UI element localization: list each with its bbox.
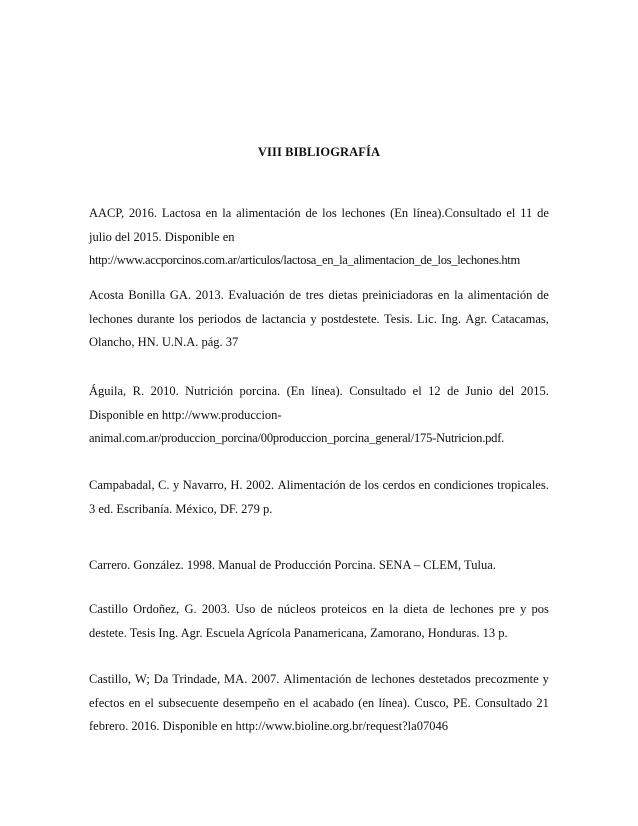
reference-line: 3 ed. Escribanía. México, DF. 279 p. xyxy=(89,501,273,516)
word: GA. xyxy=(169,288,191,302)
word: núcleos xyxy=(277,602,316,616)
word: alimentación xyxy=(467,288,533,302)
word: proteicos xyxy=(321,602,367,616)
word: del xyxy=(115,229,131,244)
word: MA. xyxy=(224,672,248,686)
reference-line xyxy=(89,284,549,308)
word: la xyxy=(454,288,464,302)
word: Lic. xyxy=(417,311,437,326)
word: de xyxy=(537,288,549,302)
reference-line: Olancho, HN. U.N.A. pág. 37 xyxy=(89,335,239,349)
reference-line xyxy=(89,668,549,692)
page-title: VIII BIBLIOGRAFÍA xyxy=(257,145,381,159)
word: el xyxy=(144,695,154,710)
word: Da xyxy=(153,672,169,686)
reference-line: destete. Tesis Ing. Agr. Escuela Agrícola Panamericana, Zamorano, Honduras. 13 p. xyxy=(89,625,508,640)
word: precozmente xyxy=(474,672,539,686)
word: lechones xyxy=(449,602,494,616)
word: postdestete. xyxy=(320,311,380,326)
word: en xyxy=(146,407,159,422)
word: la xyxy=(222,206,232,220)
reference-castillo-ordonez xyxy=(89,598,549,645)
word: y xyxy=(542,672,549,686)
word: Consultado xyxy=(349,384,407,398)
word: de xyxy=(349,478,361,492)
reference-line xyxy=(89,380,549,404)
word: Navarro, xyxy=(182,478,227,492)
reference-line: febrero. 2016. Disponible en http://www.bioline.org.br/request?la07046 xyxy=(89,719,448,733)
word: Consultado xyxy=(475,695,533,710)
word: de xyxy=(260,602,273,616)
word: destetados xyxy=(418,672,471,686)
word: tres xyxy=(305,288,324,302)
word: Trindade, xyxy=(172,672,221,686)
word: 2016. xyxy=(128,206,158,220)
word: del xyxy=(498,384,515,398)
word: H. xyxy=(230,478,243,492)
word: Lactosa xyxy=(161,206,201,220)
word: de xyxy=(289,288,302,302)
word: dieta xyxy=(403,602,428,616)
reference-aguila xyxy=(89,380,549,451)
reference-line xyxy=(89,202,549,226)
word: de xyxy=(432,602,445,616)
reference-url: http://www.accporcinos.com.ar/articulos/lactosa_en_la_alimentacion_de_los_lechones.htm xyxy=(89,253,520,267)
word: línea). xyxy=(311,384,343,398)
word: durante xyxy=(137,311,175,326)
word: condiciones xyxy=(433,478,494,492)
word: preiniciadoras xyxy=(362,288,434,302)
word: Alimentación xyxy=(277,478,346,492)
word: julio xyxy=(89,229,112,244)
word: tropicales. xyxy=(497,478,549,492)
word: Acosta xyxy=(89,288,124,302)
word: en xyxy=(205,206,218,220)
reference-line-justified xyxy=(89,404,549,428)
reference-url: animal.com.ar/produccion_porcina/00produccion_porcina_general/175-Nutricion.pdf. xyxy=(89,431,505,445)
word: 2010. xyxy=(150,384,179,398)
word: 21 xyxy=(536,695,549,710)
reference-line xyxy=(89,474,549,498)
word: 2013. xyxy=(195,288,224,302)
word: Castillo, xyxy=(89,672,132,686)
word: en xyxy=(283,695,296,710)
word: Uso xyxy=(235,602,256,616)
word: Ing. xyxy=(441,311,462,326)
word: de xyxy=(355,672,368,686)
word: Evaluación xyxy=(228,288,285,302)
reference-acosta xyxy=(89,284,549,355)
word: cerdos xyxy=(382,478,416,492)
reference-line-justified xyxy=(89,226,549,250)
word: en xyxy=(222,229,235,244)
word: Bonilla xyxy=(128,288,166,302)
word: Cusco, xyxy=(414,695,449,710)
word: lactancia xyxy=(261,311,306,326)
reference-line xyxy=(89,598,549,622)
word: de xyxy=(537,206,549,220)
word: porcina. xyxy=(239,384,281,398)
word: Agr. xyxy=(465,311,488,326)
word: pre xyxy=(498,602,515,616)
word: Nutrición xyxy=(185,384,234,398)
word: Ordoñez, xyxy=(133,602,180,616)
reference-line xyxy=(89,692,549,716)
word: C. xyxy=(158,478,170,492)
word: PE. xyxy=(453,695,471,710)
word: y xyxy=(173,478,180,492)
word: y xyxy=(520,602,527,616)
word: G. xyxy=(184,602,197,616)
word: dietas xyxy=(328,288,358,302)
reference-line: Carrero. González. 1998. Manual de Producción Porcina. SENA – CLEM, Tulua. xyxy=(89,558,496,572)
reference-castillo-trindade xyxy=(89,668,549,739)
word: los xyxy=(178,311,194,326)
word: el xyxy=(299,695,309,710)
word: la xyxy=(389,602,399,616)
word: 11 xyxy=(520,206,533,220)
word: el xyxy=(412,384,422,398)
word: 2007. xyxy=(251,672,280,686)
word: Junio xyxy=(465,384,493,398)
word: en xyxy=(437,288,450,302)
word: línea). xyxy=(378,695,411,710)
word: R. xyxy=(132,384,145,398)
word: acabado xyxy=(312,695,354,710)
word: Disponible xyxy=(89,407,144,422)
word: (en xyxy=(358,695,375,710)
word: los xyxy=(364,478,380,492)
word: periodos xyxy=(197,311,241,326)
word: los xyxy=(322,206,337,220)
word: Alimentación xyxy=(283,672,352,686)
word: W; xyxy=(134,672,150,686)
word: efectos xyxy=(89,695,125,710)
word: desempeño xyxy=(222,695,280,710)
word: subsecuente xyxy=(158,695,219,710)
reference-carrero xyxy=(89,554,549,578)
word: http://www.produccion- xyxy=(161,407,282,422)
word: lechones xyxy=(89,311,133,326)
word: y xyxy=(310,311,317,326)
word: Castillo xyxy=(89,602,128,616)
word: en xyxy=(372,602,384,616)
reference-line xyxy=(89,308,549,332)
word: pos xyxy=(531,602,549,616)
word: AACP, xyxy=(89,206,125,220)
word: de xyxy=(245,311,258,326)
word: Campabadal, xyxy=(89,478,155,492)
word: (En xyxy=(286,384,305,398)
word: 2003. xyxy=(201,602,231,616)
word: en xyxy=(418,478,431,492)
word: línea).Consultado xyxy=(412,206,502,220)
word: 2002. xyxy=(245,478,275,492)
reference-aacp xyxy=(89,202,549,273)
word: Águila, xyxy=(89,384,127,398)
word: alimentación xyxy=(236,206,301,220)
word: Catacamas, xyxy=(491,311,549,326)
word: Disponible xyxy=(164,229,220,244)
word: el xyxy=(506,206,516,220)
word: en xyxy=(128,695,141,710)
word: 2015. xyxy=(133,229,162,244)
word: de xyxy=(305,206,318,220)
word: (En xyxy=(390,206,409,220)
word: 12 xyxy=(428,384,441,398)
word: lechones xyxy=(341,206,386,220)
word: de xyxy=(447,384,459,398)
word: 2015. xyxy=(520,384,549,398)
word: Tesis. xyxy=(384,311,413,326)
reference-campabadal xyxy=(89,474,549,521)
word: lechones xyxy=(371,672,415,686)
